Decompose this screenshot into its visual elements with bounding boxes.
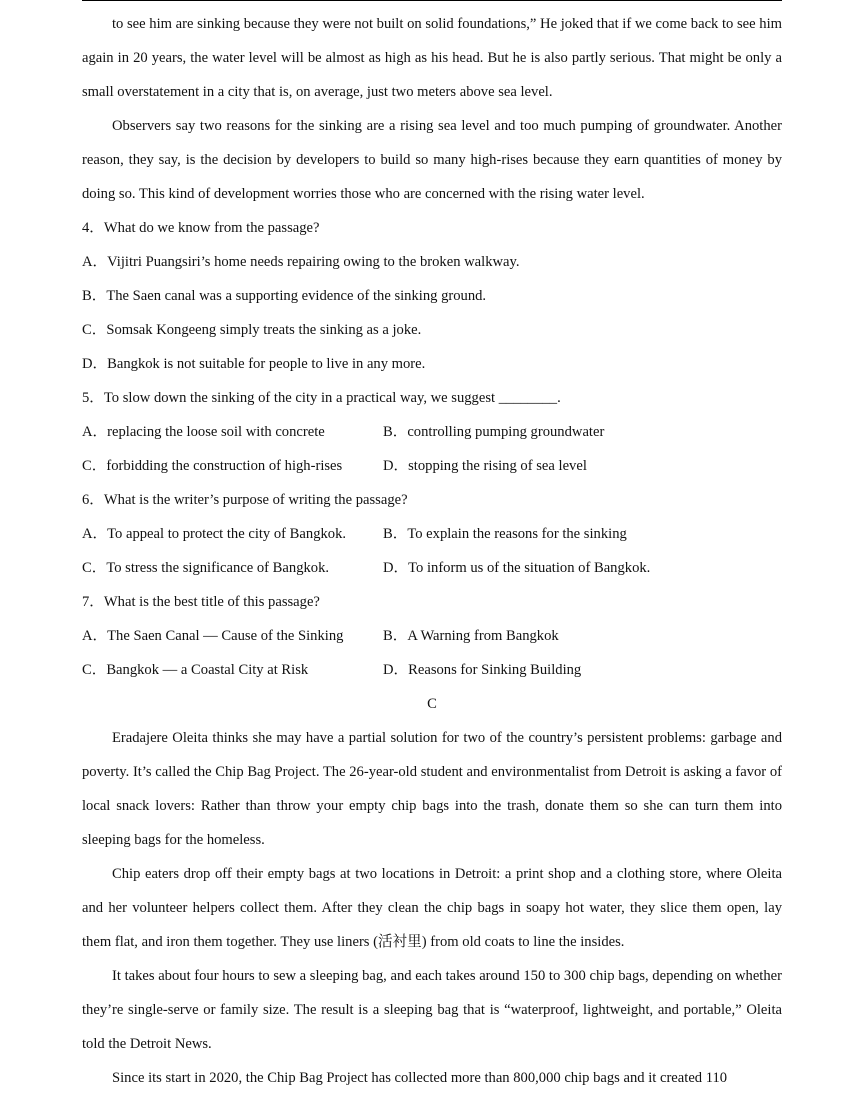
option-row xyxy=(82,449,782,483)
question-stem: 6．What is the writer’s purpose of writing the passage? xyxy=(82,492,408,508)
question-stem: 7．What is the best title of this passage? xyxy=(82,594,320,610)
question-4 xyxy=(82,211,782,381)
document-page xyxy=(82,7,782,1095)
option-row xyxy=(82,551,782,585)
question-7 xyxy=(82,585,782,687)
option-a: A．The Saen Canal — Cause of the Sinking xyxy=(82,628,344,644)
question-stem: 4．What do we know from the passage? xyxy=(82,220,320,236)
paragraph: It takes about four hours to sew a sleeping bag, and each takes around 150 to 300 chip bags, depending on whether they’re single-serve or family size. The result is a sleeping bag that is “waterproof, lightweight, and portable,” Oleita told the Detroit News. xyxy=(82,968,782,1052)
paragraph: Chip eaters drop off their empty bags at two locations in Detroit: a print shop and a clothing store, where Oleita and her volunteer helpers collect them. After they clean the chip bags in soapy hot water, they slice them open, lay them flat, and iron them together. They use liners (活衬里) from old coats to line the insides. xyxy=(82,866,782,950)
question-6 xyxy=(82,483,782,585)
option-b: B．The Saen canal was a supporting evidence of the sinking ground. xyxy=(82,288,487,304)
question-stem: 5．To slow down the sinking of the city in a practical way, we suggest ________. xyxy=(82,390,561,406)
option-a: A．To appeal to protect the city of Bangkok. xyxy=(82,526,347,542)
option-b: B．controlling pumping groundwater xyxy=(383,424,605,440)
option-d: D．To inform us of the situation of Bangkok. xyxy=(383,560,651,576)
option-a: A．Vijitri Puangsiri’s home needs repairing owing to the broken walkway. xyxy=(82,254,520,270)
option-a: A．replacing the loose soil with concrete xyxy=(82,424,325,440)
option-row xyxy=(82,619,782,653)
option-c: C．To stress the significance of Bangkok. xyxy=(82,560,330,576)
option-b: B．To explain the reasons for the sinking xyxy=(383,526,627,542)
option-row xyxy=(82,653,782,687)
paragraph: to see him are sinking because they were not built on solid foundations,” He joked that if we come back to see him again in 20 years, the water level will be almost as high as his head. But he is also partly serious. That might be only a small overstatement in a city that is, on average, just two meters above sea level. xyxy=(82,16,782,100)
question-5 xyxy=(82,381,782,483)
paragraph-start: Since its start in 2020, the Chip Bag Project has collected more than 800,000 chip bags and it created 110 xyxy=(112,1070,728,1086)
option-row xyxy=(82,415,782,449)
option-d: D．Reasons for Sinking Building xyxy=(383,662,582,678)
option-d: D．Bangkok is not suitable for people to live in any more. xyxy=(82,356,426,372)
option-b: B．A Warning from Bangkok xyxy=(383,628,559,644)
option-row xyxy=(82,517,782,551)
paragraph: Eradajere Oleita thinks she may have a partial solution for two of the country’s persistent problems: garbage and poverty. It’s called the Chip Bag Project. The 26-year-old student and environmentalist from Detroit is asking a favor of local snack lovers: Rather than throw your empty chip bags into the trash, donate them so she can turn them into sleeping bags for the homeless. xyxy=(82,730,782,848)
paragraph: Observers say two reasons for the sinking are a rising sea level and too much pumping of groundwater. Another reason, they say, is the decision by developers to build so many high-rises because they earn quantities of money by doing so. This kind of development worries those who are concerned with the rising water level. xyxy=(82,118,782,202)
option-c: C．forbidding the construction of high-rises xyxy=(82,458,343,474)
option-c: C．Somsak Kongeeng simply treats the sinking as a joke. xyxy=(82,322,422,338)
top-rule xyxy=(82,0,782,1)
option-d: D．stopping the rising of sea level xyxy=(383,458,587,474)
section-heading: C xyxy=(427,696,437,712)
option-c: C．Bangkok — a Coastal City at Risk xyxy=(82,662,309,678)
